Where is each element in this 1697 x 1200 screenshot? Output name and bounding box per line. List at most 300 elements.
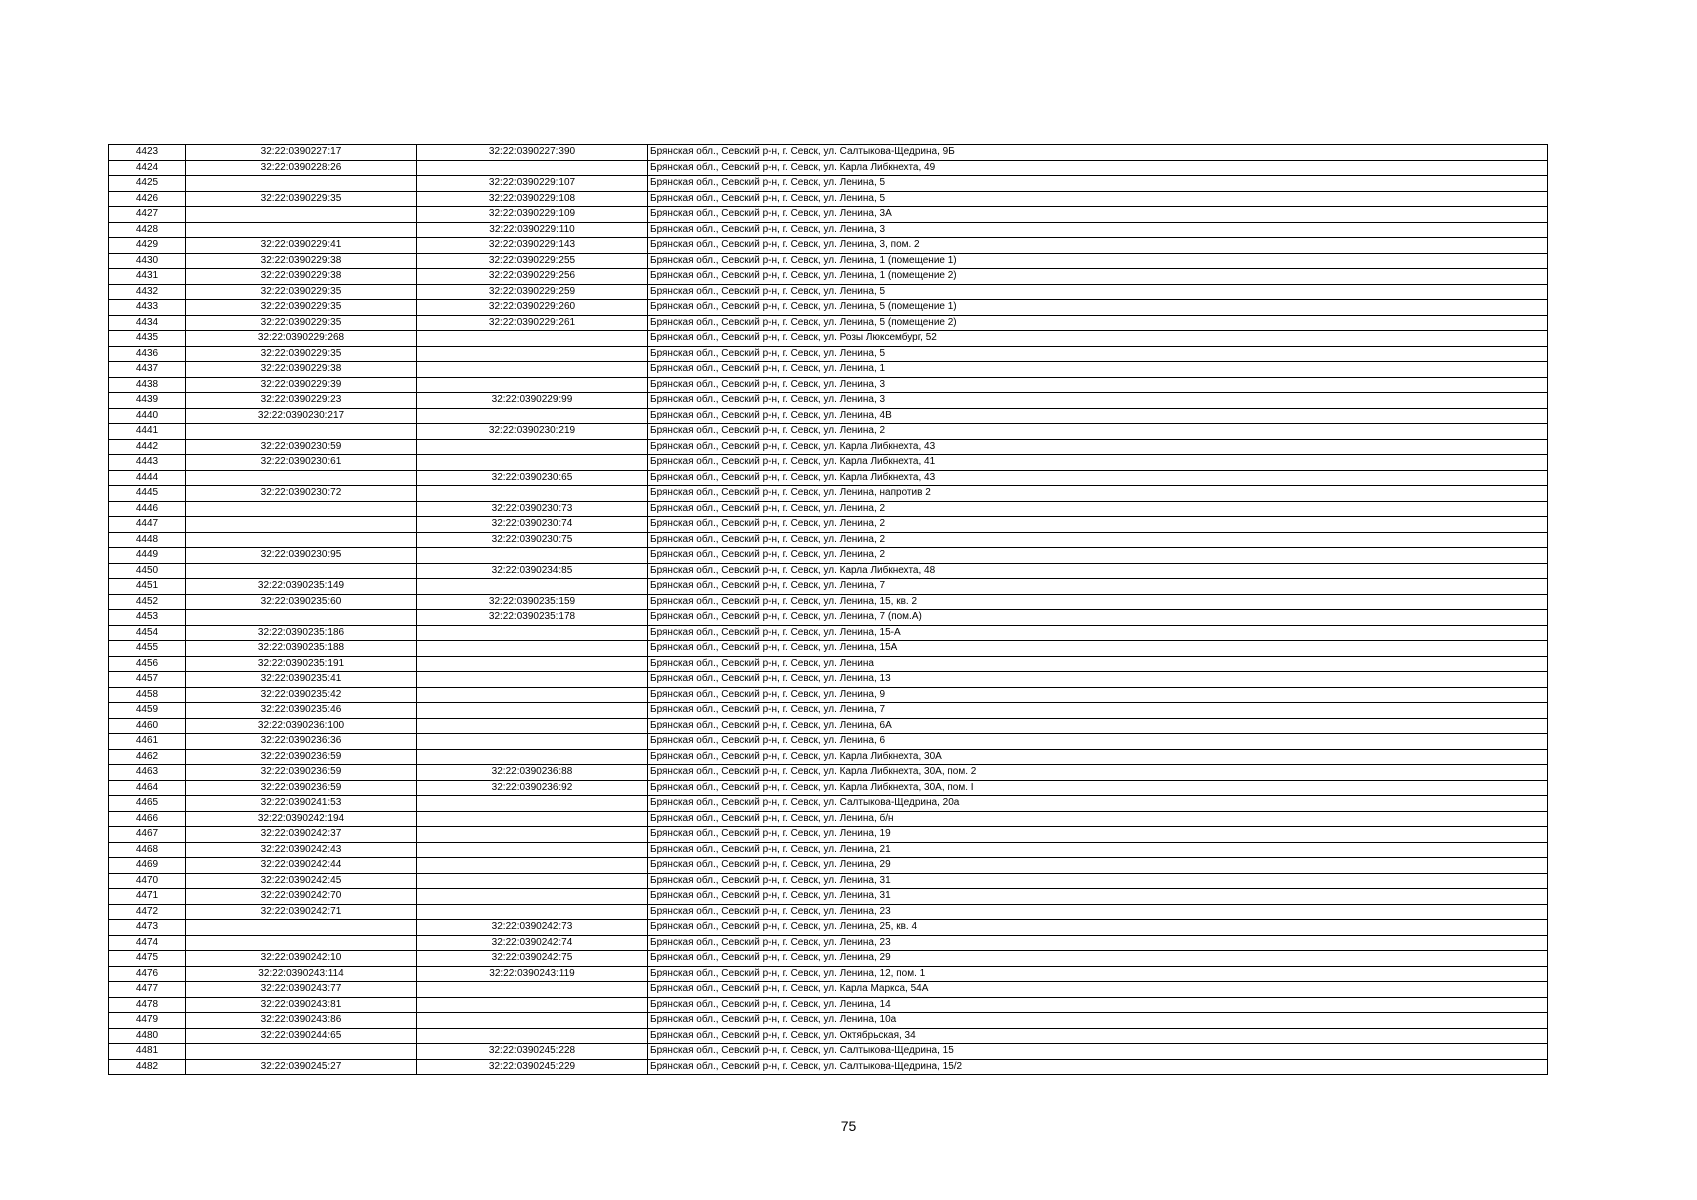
object-cadastral-number-cell: [417, 331, 648, 347]
row-number-cell: 4464: [109, 780, 186, 796]
land-cadastral-number-cell: 32:22:0390227:17: [186, 145, 417, 161]
address-cell: Брянская обл., Севский р-н, г. Севск, ул. Ленина, 5: [648, 346, 1548, 362]
address-cell: Брянская обл., Севский р-н, г. Севск, ул. Ленина, 3, пом. 2: [648, 238, 1548, 254]
address-cell: Брянская обл., Севский р-н, г. Севск, ул. Ленина, б/н: [648, 811, 1548, 827]
land-cadastral-number-cell: [186, 935, 417, 951]
land-cadastral-number-cell: 32:22:0390230:59: [186, 439, 417, 455]
row-number-cell: 4440: [109, 408, 186, 424]
address-cell: Брянская обл., Севский р-н, г. Севск, ул. Ленина, 5: [648, 191, 1548, 207]
object-cadastral-number-cell: [417, 687, 648, 703]
row-number-cell: 4426: [109, 191, 186, 207]
object-cadastral-number-cell: 32:22:0390234:85: [417, 563, 648, 579]
land-cadastral-number-cell: 32:22:0390245:27: [186, 1059, 417, 1075]
object-cadastral-number-cell: 32:22:0390229:261: [417, 315, 648, 331]
land-cadastral-number-cell: 32:22:0390228:26: [186, 160, 417, 176]
object-cadastral-number-cell: 32:22:0390245:229: [417, 1059, 648, 1075]
table-row: [109, 238, 1548, 254]
row-number-cell: 4432: [109, 284, 186, 300]
table-row: [109, 160, 1548, 176]
object-cadastral-number-cell: [417, 858, 648, 874]
address-cell: Брянская обл., Севский р-н, г. Севск, ул. Ленина, 3: [648, 222, 1548, 238]
table-row: [109, 346, 1548, 362]
land-cadastral-number-cell: 32:22:0390229:41: [186, 238, 417, 254]
land-cadastral-number-cell: 32:22:0390236:36: [186, 734, 417, 750]
row-number-cell: 4469: [109, 858, 186, 874]
object-cadastral-number-cell: [417, 377, 648, 393]
object-cadastral-number-cell: 32:22:0390229:143: [417, 238, 648, 254]
address-cell: Брянская обл., Севский р-н, г. Севск, ул. Ленина, 9: [648, 687, 1548, 703]
address-cell: Брянская обл., Севский р-н, г. Севск, ул. Ленина, напротив 2: [648, 486, 1548, 502]
land-cadastral-number-cell: [186, 563, 417, 579]
table-row: [109, 873, 1548, 889]
row-number-cell: 4453: [109, 610, 186, 626]
address-cell: Брянская обл., Севский р-н, г. Севск, ул. Ленина, 15А: [648, 641, 1548, 657]
table-row: [109, 284, 1548, 300]
address-cell: Брянская обл., Севский р-н, г. Севск, ул. Ленина, 4В: [648, 408, 1548, 424]
land-cadastral-number-cell: 32:22:0390236:100: [186, 718, 417, 734]
address-cell: Брянская обл., Севский р-н, г. Севск, ул. Ленина, 1 (помещение 2): [648, 269, 1548, 285]
object-cadastral-number-cell: 32:22:0390236:92: [417, 780, 648, 796]
address-cell: Брянская обл., Севский р-н, г. Севск, ул. Ленина: [648, 656, 1548, 672]
table-row: [109, 222, 1548, 238]
address-cell: Брянская обл., Севский р-н, г. Севск, ул. Ленина, 10а: [648, 1013, 1548, 1029]
address-cell: Брянская обл., Севский р-н, г. Севск, ул. Ленина, 1 (помещение 1): [648, 253, 1548, 269]
object-cadastral-number-cell: 32:22:0390229:110: [417, 222, 648, 238]
object-cadastral-number-cell: 32:22:0390229:99: [417, 393, 648, 409]
row-number-cell: 4450: [109, 563, 186, 579]
land-cadastral-number-cell: 32:22:0390229:35: [186, 191, 417, 207]
row-number-cell: 4456: [109, 656, 186, 672]
table-row: [109, 641, 1548, 657]
table-row: [109, 315, 1548, 331]
row-number-cell: 4428: [109, 222, 186, 238]
object-cadastral-number-cell: [417, 641, 648, 657]
object-cadastral-number-cell: 32:22:0390242:73: [417, 920, 648, 936]
row-number-cell: 4475: [109, 951, 186, 967]
object-cadastral-number-cell: 32:22:0390229:256: [417, 269, 648, 285]
row-number-cell: 4465: [109, 796, 186, 812]
land-cadastral-number-cell: [186, 424, 417, 440]
object-cadastral-number-cell: [417, 455, 648, 471]
object-cadastral-number-cell: [417, 749, 648, 765]
row-number-cell: 4470: [109, 873, 186, 889]
land-cadastral-number-cell: 32:22:0390229:38: [186, 253, 417, 269]
table-row: [109, 656, 1548, 672]
table-row: [109, 951, 1548, 967]
land-cadastral-number-cell: 32:22:0390235:188: [186, 641, 417, 657]
table-row: [109, 486, 1548, 502]
table-row: [109, 842, 1548, 858]
table-row: [109, 563, 1548, 579]
object-cadastral-number-cell: [417, 579, 648, 595]
row-number-cell: 4445: [109, 486, 186, 502]
land-cadastral-number-cell: 32:22:0390243:86: [186, 1013, 417, 1029]
land-cadastral-number-cell: [186, 610, 417, 626]
row-number-cell: 4481: [109, 1044, 186, 1060]
table-row: [109, 1059, 1548, 1075]
object-cadastral-number-cell: [417, 734, 648, 750]
table-row: [109, 625, 1548, 641]
address-cell: Брянская обл., Севский р-н, г. Севск, ул. Ленина, 15-А: [648, 625, 1548, 641]
row-number-cell: 4436: [109, 346, 186, 362]
object-cadastral-number-cell: [417, 408, 648, 424]
address-cell: Брянская обл., Севский р-н, г. Севск, ул. Ленина, 7 (пом.А): [648, 610, 1548, 626]
address-cell: Брянская обл., Севский р-н, г. Севск, ул. Карла Либкнехта, 43: [648, 470, 1548, 486]
address-cell: Брянская обл., Севский р-н, г. Севск, ул. Карла Маркса, 54А: [648, 982, 1548, 998]
row-number-cell: 4472: [109, 904, 186, 920]
address-cell: Брянская обл., Севский р-н, г. Севск, ул. Ленина, 15, кв. 2: [648, 594, 1548, 610]
object-cadastral-number-cell: 32:22:0390229:107: [417, 176, 648, 192]
table-row: [109, 424, 1548, 440]
row-number-cell: 4462: [109, 749, 186, 765]
object-cadastral-number-cell: [417, 889, 648, 905]
address-cell: Брянская обл., Севский р-н, г. Севск, ул. Карла Либкнехта, 30А, пом. 2: [648, 765, 1548, 781]
address-cell: Брянская обл., Севский р-н, г. Севск, ул. Ленина, 14: [648, 997, 1548, 1013]
land-cadastral-number-cell: [186, 920, 417, 936]
land-cadastral-number-cell: [186, 517, 417, 533]
table-row: [109, 532, 1548, 548]
table-row: [109, 718, 1548, 734]
table-row: [109, 331, 1548, 347]
address-cell: Брянская обл., Севский р-н, г. Севск, ул. Карла Либкнехта, 30А: [648, 749, 1548, 765]
land-cadastral-number-cell: 32:22:0390229:268: [186, 331, 417, 347]
row-number-cell: 4455: [109, 641, 186, 657]
row-number-cell: 4423: [109, 145, 186, 161]
row-number-cell: 4444: [109, 470, 186, 486]
address-cell: Брянская обл., Севский р-н, г. Севск, ул. Карла Либкнехта, 49: [648, 160, 1548, 176]
row-number-cell: 4439: [109, 393, 186, 409]
row-number-cell: 4466: [109, 811, 186, 827]
table-row: [109, 703, 1548, 719]
row-number-cell: 4467: [109, 827, 186, 843]
table-row: [109, 191, 1548, 207]
land-cadastral-number-cell: 32:22:0390235:41: [186, 672, 417, 688]
table-row: [109, 408, 1548, 424]
row-number-cell: 4441: [109, 424, 186, 440]
object-cadastral-number-cell: 32:22:0390229:255: [417, 253, 648, 269]
address-cell: Брянская обл., Севский р-н, г. Севск, ул. Ленина, 6А: [648, 718, 1548, 734]
table-row: [109, 904, 1548, 920]
land-cadastral-number-cell: 32:22:0390229:35: [186, 300, 417, 316]
address-cell: Брянская обл., Севский р-н, г. Севск, ул. Карла Либкнехта, 48: [648, 563, 1548, 579]
address-cell: Брянская обл., Севский р-н, г. Севск, ул. Салтыкова-Щедрина, 20а: [648, 796, 1548, 812]
address-cell: Брянская обл., Севский р-н, г. Севск, ул. Ленина, 23: [648, 904, 1548, 920]
address-cell: Брянская обл., Севский р-н, г. Севск, ул. Ленина, 21: [648, 842, 1548, 858]
row-number-cell: 4461: [109, 734, 186, 750]
address-cell: Брянская обл., Севский р-н, г. Севск, ул. Ленина, 31: [648, 873, 1548, 889]
row-number-cell: 4430: [109, 253, 186, 269]
row-number-cell: 4451: [109, 579, 186, 595]
address-cell: Брянская обл., Севский р-н, г. Севск, ул. Карла Либкнехта, 30А, пом. I: [648, 780, 1548, 796]
address-cell: Брянская обл., Севский р-н, г. Севск, ул. Ленина, 5 (помещение 1): [648, 300, 1548, 316]
land-cadastral-number-cell: 32:22:0390242:45: [186, 873, 417, 889]
table-row: [109, 548, 1548, 564]
land-cadastral-number-cell: [186, 501, 417, 517]
object-cadastral-number-cell: 32:22:0390236:88: [417, 765, 648, 781]
land-cadastral-number-cell: [186, 1044, 417, 1060]
land-cadastral-number-cell: 32:22:0390242:10: [186, 951, 417, 967]
object-cadastral-number-cell: [417, 1028, 648, 1044]
row-number-cell: 4476: [109, 966, 186, 982]
table-body: [109, 145, 1548, 1075]
object-cadastral-number-cell: 32:22:0390227:390: [417, 145, 648, 161]
land-cadastral-number-cell: 32:22:0390236:59: [186, 749, 417, 765]
row-number-cell: 4435: [109, 331, 186, 347]
address-cell: Брянская обл., Севский р-н, г. Севск, ул. Ленина, 2: [648, 532, 1548, 548]
object-cadastral-number-cell: 32:22:0390230:219: [417, 424, 648, 440]
table-row: [109, 1044, 1548, 1060]
page-number: 75: [840, 1118, 857, 1134]
row-number-cell: 4431: [109, 269, 186, 285]
object-cadastral-number-cell: [417, 873, 648, 889]
object-cadastral-number-cell: [417, 703, 648, 719]
row-number-cell: 4446: [109, 501, 186, 517]
table-row: [109, 377, 1548, 393]
address-cell: Брянская обл., Севский р-н, г. Севск, ул. Ленина, 2: [648, 501, 1548, 517]
table-row: [109, 796, 1548, 812]
land-cadastral-number-cell: 32:22:0390242:70: [186, 889, 417, 905]
object-cadastral-number-cell: [417, 904, 648, 920]
table-row: [109, 517, 1548, 533]
address-cell: Брянская обл., Севский р-н, г. Севск, ул. Ленина, 5: [648, 284, 1548, 300]
table-row: [109, 1013, 1548, 1029]
table-row: [109, 858, 1548, 874]
address-cell: Брянская обл., Севский р-н, г. Севск, ул. Ленина, 31: [648, 889, 1548, 905]
table-row: [109, 269, 1548, 285]
land-cadastral-number-cell: 32:22:0390243:114: [186, 966, 417, 982]
address-cell: Брянская обл., Севский р-н, г. Севск, ул. Карла Либкнехта, 41: [648, 455, 1548, 471]
address-cell: Брянская обл., Севский р-н, г. Севск, ул. Ленина, 3А: [648, 207, 1548, 223]
address-cell: Брянская обл., Севский р-н, г. Севск, ул. Ленина, 12, пом. 1: [648, 966, 1548, 982]
land-cadastral-number-cell: 32:22:0390242:71: [186, 904, 417, 920]
row-number-cell: 4480: [109, 1028, 186, 1044]
object-cadastral-number-cell: 32:22:0390230:73: [417, 501, 648, 517]
land-cadastral-number-cell: 32:22:0390241:53: [186, 796, 417, 812]
address-cell: Брянская обл., Севский р-н, г. Севск, ул. Ленина, 29: [648, 951, 1548, 967]
land-cadastral-number-cell: 32:22:0390229:39: [186, 377, 417, 393]
table-row: [109, 765, 1548, 781]
object-cadastral-number-cell: 32:22:0390243:119: [417, 966, 648, 982]
land-cadastral-number-cell: 32:22:0390235:149: [186, 579, 417, 595]
land-cadastral-number-cell: 32:22:0390235:191: [186, 656, 417, 672]
land-cadastral-number-cell: [186, 470, 417, 486]
object-cadastral-number-cell: [417, 160, 648, 176]
row-number-cell: 4449: [109, 548, 186, 564]
address-cell: Брянская обл., Севский р-н, г. Севск, ул. Ленина, 6: [648, 734, 1548, 750]
table-row: [109, 594, 1548, 610]
table-row: [109, 579, 1548, 595]
address-cell: Брянская обл., Севский р-н, г. Севск, ул. Розы Люксембург, 52: [648, 331, 1548, 347]
land-cadastral-number-cell: 32:22:0390243:81: [186, 997, 417, 1013]
row-number-cell: 4482: [109, 1059, 186, 1075]
object-cadastral-number-cell: [417, 1013, 648, 1029]
table-row: [109, 253, 1548, 269]
object-cadastral-number-cell: [417, 362, 648, 378]
land-cadastral-number-cell: 32:22:0390230:61: [186, 455, 417, 471]
table-row: [109, 470, 1548, 486]
land-cadastral-number-cell: 32:22:0390230:72: [186, 486, 417, 502]
object-cadastral-number-cell: 32:22:0390235:178: [417, 610, 648, 626]
address-cell: Брянская обл., Севский р-н, г. Севск, ул. Ленина, 5 (помещение 2): [648, 315, 1548, 331]
land-cadastral-number-cell: 32:22:0390236:59: [186, 765, 417, 781]
land-cadastral-number-cell: [186, 532, 417, 548]
row-number-cell: 4471: [109, 889, 186, 905]
row-number-cell: 4459: [109, 703, 186, 719]
land-cadastral-number-cell: 32:22:0390242:194: [186, 811, 417, 827]
table-row: [109, 889, 1548, 905]
address-cell: Брянская обл., Севский р-н, г. Севск, ул. Ленина, 7: [648, 579, 1548, 595]
table-row: [109, 935, 1548, 951]
table-row: [109, 393, 1548, 409]
land-cadastral-number-cell: [186, 222, 417, 238]
object-cadastral-number-cell: 32:22:0390230:74: [417, 517, 648, 533]
address-cell: Брянская обл., Севский р-н, г. Севск, ул. Ленина, 5: [648, 176, 1548, 192]
table-row: [109, 362, 1548, 378]
table-row: [109, 455, 1548, 471]
land-cadastral-number-cell: 32:22:0390235:46: [186, 703, 417, 719]
table-row: [109, 920, 1548, 936]
table-row: [109, 734, 1548, 750]
table-row: [109, 207, 1548, 223]
table-row: [109, 439, 1548, 455]
land-cadastral-number-cell: 32:22:0390235:42: [186, 687, 417, 703]
table-row: [109, 672, 1548, 688]
object-cadastral-number-cell: [417, 827, 648, 843]
address-cell: Брянская обл., Севский р-н, г. Севск, ул. Карла Либкнехта, 43: [648, 439, 1548, 455]
object-cadastral-number-cell: [417, 811, 648, 827]
object-cadastral-number-cell: 32:22:0390229:108: [417, 191, 648, 207]
table-row: [109, 145, 1548, 161]
object-cadastral-number-cell: [417, 997, 648, 1013]
row-number-cell: 4443: [109, 455, 186, 471]
row-number-cell: 4457: [109, 672, 186, 688]
object-cadastral-number-cell: [417, 796, 648, 812]
table-row: [109, 501, 1548, 517]
table-row: [109, 811, 1548, 827]
table-row: [109, 982, 1548, 998]
land-cadastral-number-cell: 32:22:0390235:60: [186, 594, 417, 610]
table-row: [109, 966, 1548, 982]
land-cadastral-number-cell: 32:22:0390236:59: [186, 780, 417, 796]
row-number-cell: 4433: [109, 300, 186, 316]
object-cadastral-number-cell: 32:22:0390245:228: [417, 1044, 648, 1060]
land-cadastral-number-cell: 32:22:0390229:38: [186, 362, 417, 378]
object-cadastral-number-cell: 32:22:0390229:259: [417, 284, 648, 300]
land-cadastral-number-cell: 32:22:0390230:95: [186, 548, 417, 564]
table-row: [109, 827, 1548, 843]
object-cadastral-number-cell: 32:22:0390230:65: [417, 470, 648, 486]
land-cadastral-number-cell: 32:22:0390244:65: [186, 1028, 417, 1044]
table-row: [109, 749, 1548, 765]
row-number-cell: 4425: [109, 176, 186, 192]
address-cell: Брянская обл., Севский р-н, г. Севск, ул. Ленина, 3: [648, 377, 1548, 393]
object-cadastral-number-cell: 32:22:0390229:260: [417, 300, 648, 316]
address-cell: Брянская обл., Севский р-н, г. Севск, ул. Ленина, 29: [648, 858, 1548, 874]
land-cadastral-number-cell: 32:22:0390242:44: [186, 858, 417, 874]
object-cadastral-number-cell: [417, 486, 648, 502]
address-cell: Брянская обл., Севский р-н, г. Севск, ул. Салтыкова-Щедрина, 15/2: [648, 1059, 1548, 1075]
object-cadastral-number-cell: [417, 672, 648, 688]
row-number-cell: 4468: [109, 842, 186, 858]
row-number-cell: 4447: [109, 517, 186, 533]
row-number-cell: 4460: [109, 718, 186, 734]
row-number-cell: 4473: [109, 920, 186, 936]
address-cell: Брянская обл., Севский р-н, г. Севск, ул. Салтыкова-Щедрина, 15: [648, 1044, 1548, 1060]
object-cadastral-number-cell: 32:22:0390242:74: [417, 935, 648, 951]
row-number-cell: 4479: [109, 1013, 186, 1029]
object-cadastral-number-cell: [417, 718, 648, 734]
table-row: [109, 1028, 1548, 1044]
row-number-cell: 4427: [109, 207, 186, 223]
table-row: [109, 176, 1548, 192]
row-number-cell: 4429: [109, 238, 186, 254]
row-number-cell: 4452: [109, 594, 186, 610]
object-cadastral-number-cell: [417, 548, 648, 564]
address-cell: Брянская обл., Севский р-н, г. Севск, ул. Ленина, 23: [648, 935, 1548, 951]
land-cadastral-number-cell: 32:22:0390235:186: [186, 625, 417, 641]
land-cadastral-number-cell: [186, 176, 417, 192]
address-cell: Брянская обл., Севский р-н, г. Севск, ул. Ленина, 1: [648, 362, 1548, 378]
land-cadastral-number-cell: 32:22:0390229:35: [186, 346, 417, 362]
registry-table: [108, 144, 1548, 1075]
land-cadastral-number-cell: 32:22:0390229:35: [186, 315, 417, 331]
address-cell: Брянская обл., Севский р-н, г. Севск, ул. Ленина, 2: [648, 424, 1548, 440]
address-cell: Брянская обл., Севский р-н, г. Севск, ул. Ленина, 2: [648, 548, 1548, 564]
row-number-cell: 4458: [109, 687, 186, 703]
land-cadastral-number-cell: 32:22:0390243:77: [186, 982, 417, 998]
address-cell: Брянская обл., Севский р-н, г. Севск, ул. Ленина, 7: [648, 703, 1548, 719]
row-number-cell: 4448: [109, 532, 186, 548]
row-number-cell: 4424: [109, 160, 186, 176]
address-cell: Брянская обл., Севский р-н, г. Севск, ул. Салтыкова-Щедрина, 9Б: [648, 145, 1548, 161]
row-number-cell: 4474: [109, 935, 186, 951]
row-number-cell: 4442: [109, 439, 186, 455]
object-cadastral-number-cell: [417, 439, 648, 455]
land-cadastral-number-cell: 32:22:0390230:217: [186, 408, 417, 424]
address-cell: Брянская обл., Севский р-н, г. Севск, ул. Ленина, 19: [648, 827, 1548, 843]
object-cadastral-number-cell: 32:22:0390229:109: [417, 207, 648, 223]
object-cadastral-number-cell: [417, 842, 648, 858]
object-cadastral-number-cell: [417, 346, 648, 362]
table-row: [109, 780, 1548, 796]
land-cadastral-number-cell: 32:22:0390229:35: [186, 284, 417, 300]
object-cadastral-number-cell: [417, 625, 648, 641]
row-number-cell: 4477: [109, 982, 186, 998]
address-cell: Брянская обл., Севский р-н, г. Севск, ул. Ленина, 13: [648, 672, 1548, 688]
land-cadastral-number-cell: 32:22:0390242:37: [186, 827, 417, 843]
land-cadastral-number-cell: 32:22:0390242:43: [186, 842, 417, 858]
address-cell: Брянская обл., Севский р-н, г. Севск, ул. Октябрьская, 34: [648, 1028, 1548, 1044]
land-cadastral-number-cell: [186, 207, 417, 223]
land-cadastral-number-cell: 32:22:0390229:38: [186, 269, 417, 285]
table-row: [109, 687, 1548, 703]
object-cadastral-number-cell: 32:22:0390242:75: [417, 951, 648, 967]
object-cadastral-number-cell: [417, 656, 648, 672]
row-number-cell: 4434: [109, 315, 186, 331]
table-row: [109, 300, 1548, 316]
table-row: [109, 997, 1548, 1013]
object-cadastral-number-cell: [417, 982, 648, 998]
address-cell: Брянская обл., Севский р-н, г. Севск, ул. Ленина, 2: [648, 517, 1548, 533]
row-number-cell: 4463: [109, 765, 186, 781]
land-cadastral-number-cell: 32:22:0390229:23: [186, 393, 417, 409]
row-number-cell: 4437: [109, 362, 186, 378]
object-cadastral-number-cell: 32:22:0390235:159: [417, 594, 648, 610]
address-cell: Брянская обл., Севский р-н, г. Севск, ул. Ленина, 3: [648, 393, 1548, 409]
row-number-cell: 4478: [109, 997, 186, 1013]
table-row: [109, 610, 1548, 626]
row-number-cell: 4454: [109, 625, 186, 641]
